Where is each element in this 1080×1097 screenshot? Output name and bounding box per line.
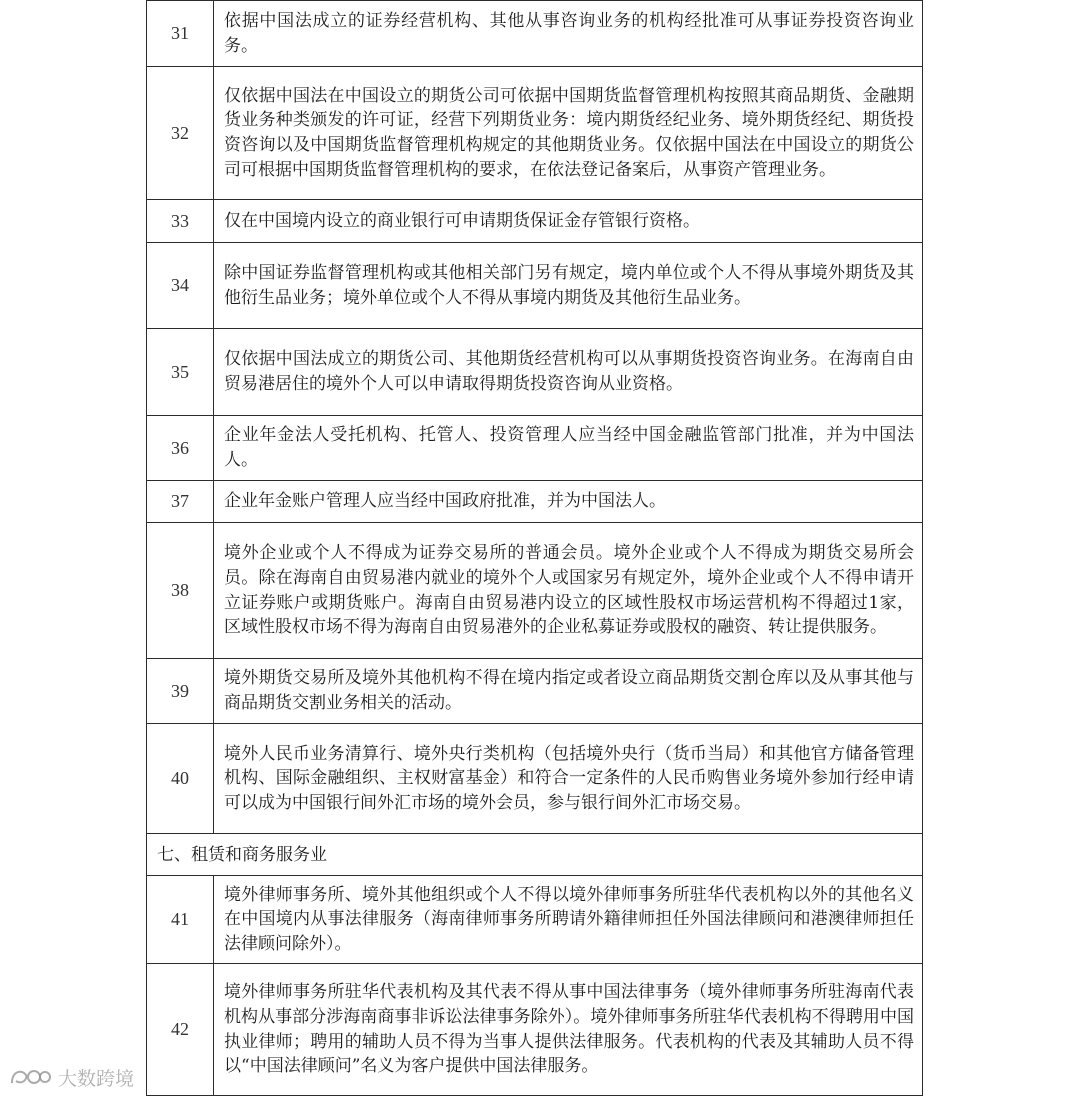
table-row — [147, 523, 923, 659]
row-number: 42 — [147, 964, 214, 1096]
table-row — [147, 416, 923, 481]
measures-table — [146, 0, 923, 1096]
row-number: 41 — [147, 876, 214, 964]
table-row — [147, 200, 923, 243]
row-number: 31 — [147, 1, 214, 67]
row-number: 32 — [147, 67, 214, 200]
row-number: 33 — [147, 200, 214, 243]
row-text: 除中国证券监督管理机构或其他相关部门另有规定，境内单位或个人不得从事境外期货及其他衍生品业务；境外单位或个人不得从事境内期货及其他衍生品业务。 — [214, 243, 923, 329]
table-row — [147, 876, 923, 964]
row-number: 39 — [147, 659, 214, 724]
table-row — [147, 329, 923, 416]
table-row — [147, 964, 923, 1096]
watermark-text: 大数跨境 — [58, 1067, 135, 1090]
row-text: 企业年金法人受托机构、托管人、投资管理人应当经中国金融监管部门批准，并为中国法人。 — [214, 416, 923, 481]
row-number: 40 — [147, 724, 214, 834]
row-text: 境外企业或个人不得成为证券交易所的普通会员。境外企业或个人不得成为期货交易所会员。除在海南自由贸易港内就业的境外个人或国家另有规定外，境外企业或个人不得申请开立证券账户或期货账户。海南自由贸易港内设立的区域性股权市场运营机构不得超过1家，区域性股权市场不得为海南自由贸易港外的企业私募证券或股权的融资、转让提供服务。 — [214, 523, 923, 659]
row-text: 仅依据中国法在中国设立的期货公司可依据中国期货监督管理机构按照其商品期货、金融期货业务种类颁发的许可证，经营下列期货业务：境内期货经纪业务、境外期货经纪、期货投资咨询以及中国期货监督管理机构规定的其他期货业务。仅依据中国法在中国设立的期货公司可根据中国期货监督管理机构的要求，在依法登记备案后，从事资产管理业务。 — [214, 67, 923, 200]
table-row — [147, 659, 923, 724]
row-number: 38 — [147, 523, 214, 659]
section-heading: 七、租赁和商务服务业 — [147, 834, 923, 876]
row-number: 35 — [147, 329, 214, 416]
row-text: 境外律师事务所、境外其他组织或个人不得以境外律师事务所驻华代表机构以外的其他名义在中国境内从事法律服务（海南律师事务所聘请外籍律师担任外国法律顾问和港澳律师担任法律顾问除外）。 — [214, 876, 923, 964]
row-text: 企业年金账户管理人应当经中国政府批准，并为中国法人。 — [214, 481, 923, 523]
row-number: 37 — [147, 481, 214, 523]
row-text: 依据中国法成立的证券经营机构、其他从事咨询业务的机构经批准可从事证券投资咨询业务。 — [214, 1, 923, 67]
row-number: 34 — [147, 243, 214, 329]
table-row — [147, 724, 923, 834]
watermark-logo-icon — [8, 1065, 52, 1089]
table-row — [147, 481, 923, 523]
row-text: 境外期货交易所及境外其他机构不得在境内指定或者设立商品期货交割仓库以及从事其他与商品期货交割业务相关的活动。 — [214, 659, 923, 724]
table-row — [147, 243, 923, 329]
watermark — [8, 1064, 134, 1090]
row-number: 36 — [147, 416, 214, 481]
table-row — [147, 1, 923, 67]
row-text: 境外人民币业务清算行、境外央行类机构（包括境外央行（货币当局）和其他官方储备管理机构、国际金融组织、主权财富基金）和符合一定条件的人民币购售业务境外参加行经申请可以成为中国银行间外汇市场的境外会员，参与银行间外汇市场交易。 — [214, 724, 923, 834]
row-text: 仅在中国境内设立的商业银行可申请期货保证金存管银行资格。 — [214, 200, 923, 243]
row-text: 仅依据中国法成立的期货公司、其他期货经营机构可以从事期货投资咨询业务。在海南自由贸易港居住的境外个人可以申请取得期货投资咨询从业资格。 — [214, 329, 923, 416]
table-row — [147, 67, 923, 200]
row-text: 境外律师事务所驻华代表机构及其代表不得从事中国法律事务（境外律师事务所驻海南代表机构从事部分涉海南商事非诉讼法律事务除外）。境外律师事务所驻华代表机构不得聘用中国执业律师；聘用的辅助人员不得为当事人提供法律服务。代表机构的代表及其辅助人员不得以“中国法律顾问”名义为客户提供中国法律服务。 — [214, 964, 923, 1096]
section-heading-row — [147, 834, 923, 876]
document-page — [146, 0, 923, 1097]
